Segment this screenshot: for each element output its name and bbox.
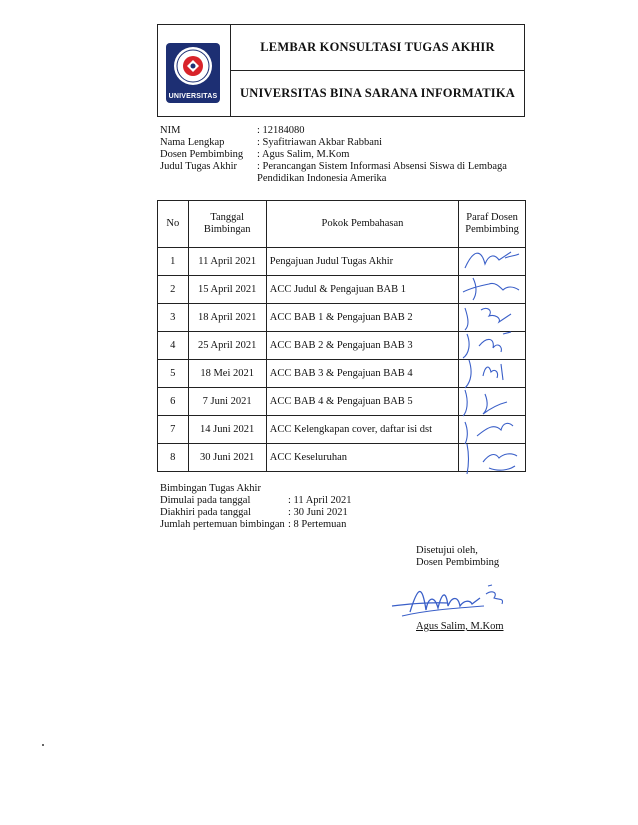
row-no: 5 [158, 360, 189, 388]
summary-value: : 11 April 2021 [288, 495, 352, 506]
row-date: 14 Juni 2021 [188, 416, 266, 444]
row-no: 7 [158, 416, 189, 444]
logo-text: UNIVERSITAS [168, 93, 218, 100]
info-row-title [160, 161, 519, 185]
row-topic: Pengajuan Judul Tugas Akhir [266, 248, 458, 276]
row-no: 1 [158, 248, 189, 276]
info-label: Nama Lengkap [160, 137, 225, 148]
header-no: No [158, 201, 189, 248]
table-header-row [158, 201, 526, 248]
row-date: 15 April 2021 [188, 276, 266, 304]
info-value: : Syafitriawan Akbar Rabbani [257, 137, 383, 148]
row-topic: ACC BAB 2 & Pengajuan BAB 3 [266, 332, 458, 360]
summary-value: : 8 Pertemuan [288, 519, 347, 530]
row-date: 30 Juni 2021 [188, 444, 266, 472]
info-value: : 12184080 [257, 125, 305, 136]
summary-block [160, 483, 352, 531]
row-topic: ACC Keseluruhan [266, 444, 458, 472]
info-value: : Agus Salim, M.Kom [257, 149, 350, 160]
row-no: 3 [158, 304, 189, 332]
scan-speck [42, 744, 44, 746]
summary-row-start [160, 495, 352, 507]
table-row [158, 444, 526, 472]
row-topic: ACC BAB 4 & Pengajuan BAB 5 [266, 388, 458, 416]
row-date: 7 Juni 2021 [188, 388, 266, 416]
row-date: 18 April 2021 [188, 304, 266, 332]
document-title: LEMBAR KONSULTASI TUGAS AKHIR [231, 25, 524, 71]
row-no: 8 [158, 444, 189, 472]
info-label: Dosen Pembimbing [160, 149, 244, 160]
row-topic: ACC BAB 3 & Pengajuan BAB 4 [266, 360, 458, 388]
row-date: 18 Mei 2021 [188, 360, 266, 388]
logo-emblem-icon [166, 43, 220, 89]
header-box [157, 24, 525, 117]
summary-label: Dimulai pada tanggal [160, 495, 251, 506]
row-topic: ACC BAB 1 & Pengajuan BAB 2 [266, 304, 458, 332]
summary-label: Diakhiri pada tanggal [160, 507, 251, 518]
info-label: NIM [160, 125, 181, 136]
row-date: 11 April 2021 [188, 248, 266, 276]
approval-block [416, 545, 499, 569]
info-label: Judul Tugas Akhir [160, 161, 238, 172]
university-logo [166, 43, 220, 103]
approval-line: Disetujui oleh, [416, 545, 478, 556]
summary-row-count [160, 519, 352, 531]
header-date: Tanggal Bimbingan [188, 201, 266, 248]
initial-signature-icon [459, 440, 525, 474]
student-info [160, 125, 519, 185]
row-no: 6 [158, 388, 189, 416]
summary-row-end [160, 507, 352, 519]
logo-cell [158, 25, 231, 116]
advisor-name: Agus Salim, M.Kom [416, 621, 504, 632]
row-topic: ACC Kelengkapan cover, daftar isi dst [266, 416, 458, 444]
row-date: 25 April 2021 [188, 332, 266, 360]
advisor-signature-icon [388, 576, 528, 624]
summary-label: Jumlah pertemuan bimbingan [160, 519, 285, 530]
row-no: 4 [158, 332, 189, 360]
header-topic: Pokok Pembahasan [266, 201, 458, 248]
info-value: : Perancangan Sistem Informasi Absensi Siswa di Lembaga Pendidikan Indonesia Amerika [257, 161, 507, 184]
consultation-table [157, 200, 526, 472]
summary-heading: Bimbingan Tugas Akhir [160, 483, 261, 494]
summary-value: : 30 Juni 2021 [288, 507, 348, 518]
info-row-name [160, 137, 519, 149]
row-topic: ACC Judul & Pengajuan BAB 1 [266, 276, 458, 304]
approval-role: Dosen Pembimbing [416, 557, 500, 568]
row-no: 2 [158, 276, 189, 304]
info-row-advisor [160, 149, 519, 161]
header-signature: Paraf Dosen Pembimbing [459, 201, 526, 248]
row-signature [459, 444, 526, 472]
university-name: UNIVERSITAS BINA SARANA INFORMATIKA [240, 86, 515, 100]
info-row-nim [160, 125, 519, 137]
